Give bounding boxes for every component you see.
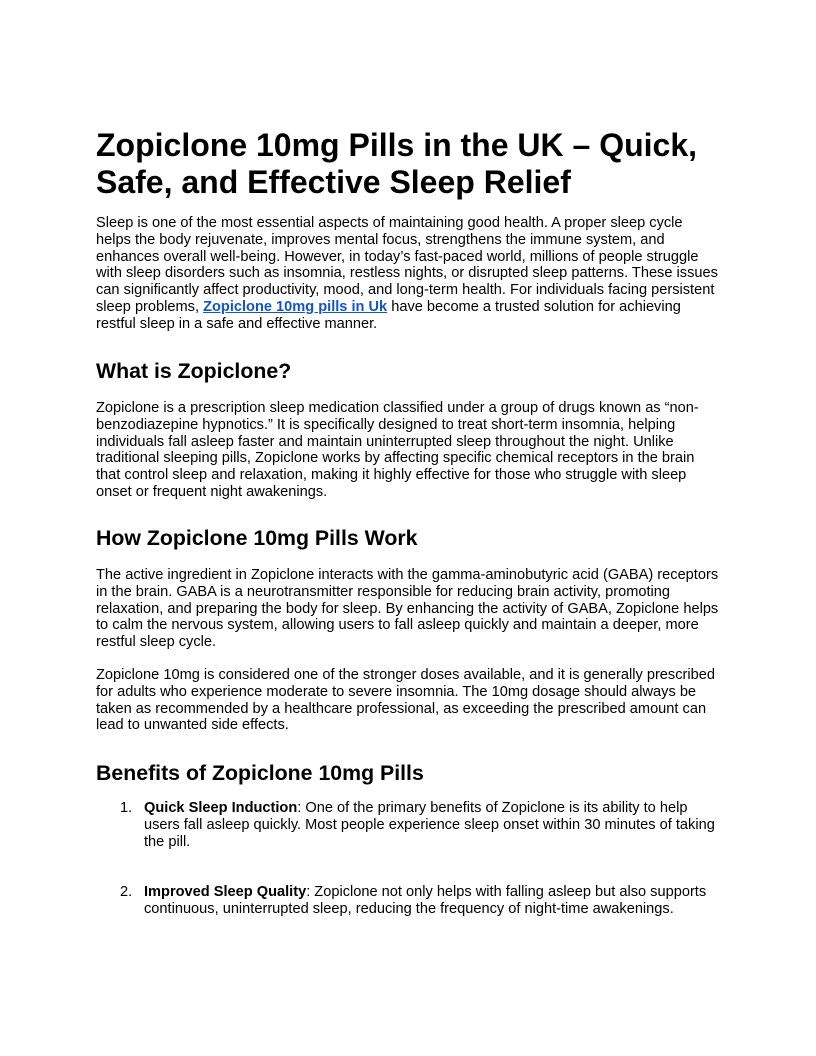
section-heading-what: What is Zopiclone?: [96, 359, 292, 383]
section-heading-benefits: Benefits of Zopiclone 10mg Pills: [96, 761, 424, 785]
how-paragraph-2: Zopiclone 10mg is considered one of the stronger doses available, and it is generally prescribed for adults who experience moderate to severe insomnia. The 10mg dosage should always be taken as recommended by a healthcare professional, as exceeding the prescribed amount can lead to unwanted side effects.: [96, 667, 715, 734]
list-item-title: Improved Sleep Quality: [144, 884, 307, 900]
section-heading-how: How Zopiclone 10mg Pills Work: [96, 526, 418, 550]
zopiclone-uk-link[interactable]: Zopiclone 10mg pills in Uk: [203, 298, 388, 315]
list-number: 1.: [120, 800, 133, 816]
list-item-text: : One of the primary benefits of Zopiclone is its ability to help users fall asleep quickly. Most people experience sleep onset within 30 minutes of taking the pill.: [144, 800, 715, 850]
how-paragraph-1: The active ingredient in Zopiclone interacts with the gamma-aminobutyric acid (GABA) receptors in the brain. GABA is a neurotransmitter responsible for reducing brain activity, promoting relaxation, and preparing the body for sleep. By enhancing the activity of GABA, Zopiclone helps to calm the nervous system, allowing users to fall asleep quickly and maintain a deeper, more restful sleep cycle.: [96, 567, 719, 651]
intro-paragraph: [96, 215, 720, 333]
list-item-text: : Zopiclone not only helps with falling asleep but also supports continuous, uninterrupted sleep, reducing the frequency of night-time awakenings.: [144, 884, 707, 917]
what-paragraph: Zopiclone is a prescription sleep medication classified under a group of drugs known as “non-benzodiazepine hypnotics.” It is specifically designed to treat short-term insomnia, helping individuals fall asleep faster and maintain uninterrupted sleep throughout the night. Unlike traditional sleeping pills, Zopiclone works by affecting specific chemical receptors in the brain that control sleep and relaxation, making it highly effective for those who struggle with sleep onset or frequent night awakenings.: [96, 400, 699, 500]
page-title: Zopiclone 10mg Pills in the UK – Quick, Safe, and Effective Sleep Relief: [96, 127, 698, 200]
list-item-title: Quick Sleep Induction: [144, 800, 298, 816]
list-item-body: [144, 884, 724, 918]
list-number: 2.: [120, 884, 133, 900]
list-item-body: [144, 800, 724, 850]
intro-text-before-link: Sleep is one of the most essential aspects of maintaining good health. A proper sleep cycle helps the body rejuvenate, improves mental focus, strengthens the immune system, and enhances overall well-being. However, in today’s fast-paced world, millions of people struggle with sleep disorders such as insomnia, restless nights, or disrupted sleep patterns. These issues can significantly affect productivity, mood, and long-term health. For individuals facing persistent sleep problems,: [96, 215, 718, 315]
intro-text-after-link: have become a trusted solution for achieving restful sleep in a safe and effective manner.: [96, 298, 681, 332]
